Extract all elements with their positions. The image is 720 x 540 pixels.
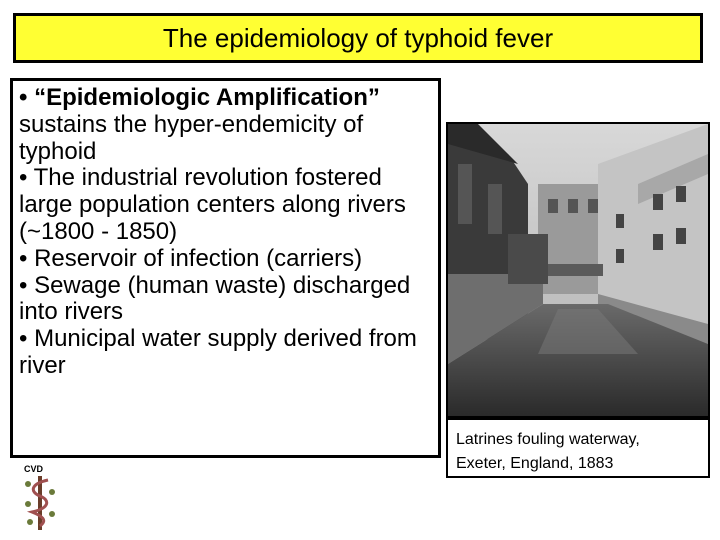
bullet-bold-text: • “Epidemiologic Amplification”: [19, 84, 380, 111]
bullet-item: [19, 165, 434, 245]
bullet-text: • The industrial revolution fostered large population centers along rivers (~1800 - 1850): [19, 164, 406, 245]
bullet-item: [19, 326, 434, 380]
caption-line-1: Latrines fouling waterway,: [456, 431, 640, 448]
historical-photo: [446, 122, 710, 418]
bullet-item: [19, 273, 434, 327]
bullet-text: • Reservoir of infection (carriers): [19, 244, 363, 272]
cvd-logo-icon: [20, 462, 60, 534]
river-scene-illustration: [448, 124, 708, 416]
bullet-text: sustains the hyper-endemicity of typhoid: [19, 110, 364, 165]
logo-label: CVD: [24, 464, 44, 474]
bullet-item: [19, 246, 434, 273]
photo-caption: [446, 418, 710, 478]
bullet-text: • Sewage (human waste) discharged into rivers: [19, 271, 411, 326]
slide-title: [13, 13, 703, 63]
bullet-item: [19, 85, 434, 165]
bullet-list: [10, 78, 441, 458]
bullet-text: • Municipal water supply derived from river: [19, 325, 417, 379]
slide-title-text: The epidemiology of typhoid fever: [162, 22, 554, 53]
caption-line-2: Exeter, England, 1883: [456, 455, 614, 472]
